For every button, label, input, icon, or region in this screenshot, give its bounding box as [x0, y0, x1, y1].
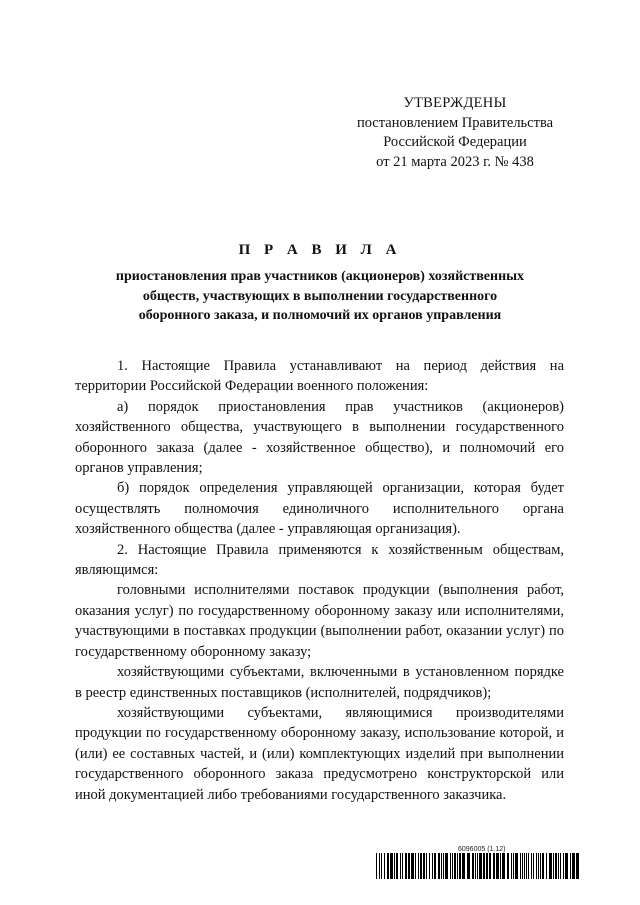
- document-code: 6096005 (1.12): [458, 846, 506, 853]
- approval-line: Российской Федерации: [383, 134, 527, 150]
- paragraph: хозяйствующими субъектами, включенными в установленном порядке в реестр единственных поставщиков (исполнителей, подрядчиков);: [75, 664, 564, 701]
- paragraph: хозяйствующими субъектами, являющимися производителями продукции по государственному оборонному заказу, использование которой, и (или) ее составных частей, и (или) комплектующих изделий при выполнении государственного оборонного заказа предусмотрено конструкторской или иной документацией либо требованиями государственного заказчика.: [75, 704, 564, 803]
- paragraph: 2. Настоящие Правила применяются к хозяйственным обществам, являющимся:: [75, 541, 564, 579]
- document-title: П Р А В И Л А: [238, 242, 402, 258]
- paragraph: б) порядок определения управляющей организации, которая будет осуществлять полномочия единоличного исполнительного органа хозяйственного общества (далее - управляющая организация).: [75, 480, 564, 538]
- approval-title: УТВЕРЖДЕНЫ: [403, 95, 507, 111]
- approval-line: постановлением Правительства: [356, 114, 554, 131]
- approval-line: от 21 марта 2023 г. № 438: [376, 153, 534, 170]
- document-body: [75, 356, 564, 805]
- subtitle-line: приостановления прав участников (акционеров) хозяйственных: [115, 269, 525, 284]
- barcode-icon: [376, 853, 580, 879]
- paragraph: а) порядок приостановления прав участников (акционеров) хозяйственного общества, участвующего в выполнении государственного оборонного заказа (далее - хозяйственное общество), и полномочий его органов управления;: [75, 398, 564, 477]
- subtitle-line: оборонного заказа, и полномочий их органов управления: [138, 308, 502, 323]
- document-subtitle: [60, 267, 580, 326]
- paragraph: 1. Настоящие Правила устанавливают на период действия на территории Российской Федерации военного положения:: [75, 358, 564, 395]
- subtitle-line: обществ, участвующих в выполнении государственного: [142, 288, 498, 304]
- paragraph: головными исполнителями поставок продукции (выполнения работ, оказания услуг) по государственному оборонному заказу или исполнителями, участвующими в поставках продукции (выполнении работ, оказании услуг) по государственному оборонному заказу;: [75, 582, 564, 660]
- approval-stamp: [350, 94, 560, 172]
